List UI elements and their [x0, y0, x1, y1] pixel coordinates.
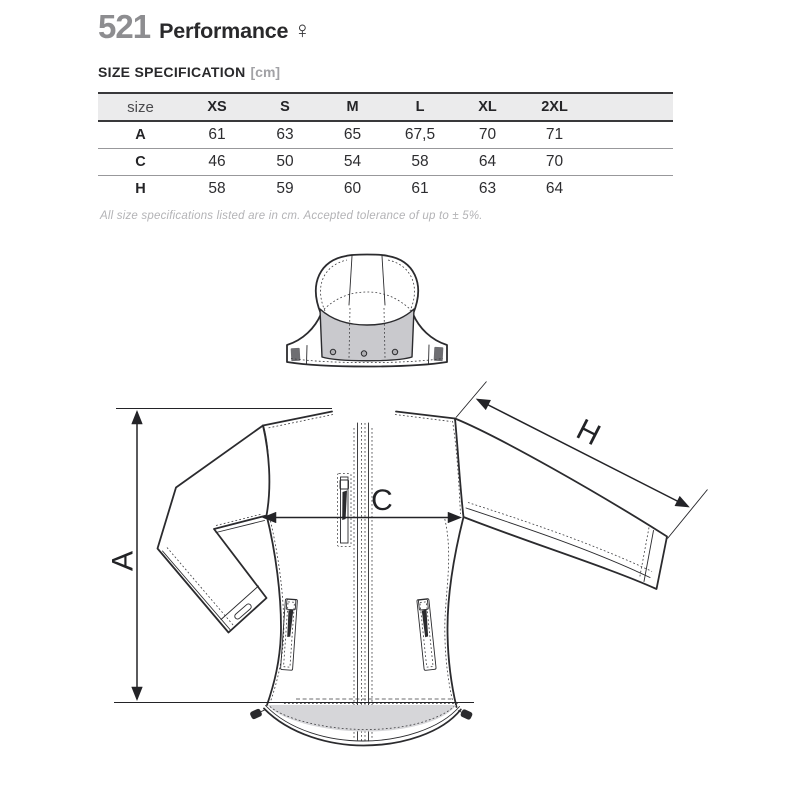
size-column-header: size: [127, 98, 154, 116]
front-zipper: [354, 423, 372, 741]
size-value-cell: 70: [478, 126, 497, 143]
row-label-C: C: [135, 154, 146, 170]
product-number: 521: [98, 8, 151, 45]
column-header-2XL: 2XL: [541, 99, 568, 115]
hood-drawing: [287, 255, 447, 367]
size-value-cell: 58: [411, 153, 429, 170]
size-value-cell: 63: [276, 126, 294, 143]
snap-button: [330, 349, 335, 354]
size-value-cell: 64: [545, 180, 564, 197]
left-sleeve: [158, 426, 270, 633]
snap-button: [361, 351, 366, 356]
female-gender-icon: ♀: [293, 17, 312, 44]
tolerance-note: All size specifications listed are in cm. Accepted tolerance of up to ± 5%.: [100, 209, 483, 222]
size-value-cell: 63: [478, 180, 497, 197]
product-name: Performance: [159, 19, 289, 43]
size-value-cell: 65: [343, 126, 362, 143]
row-label-H: H: [135, 181, 146, 197]
size-value-cell: 58: [208, 180, 226, 197]
size-value-cell: 70: [545, 153, 564, 170]
dimension-c: [264, 484, 460, 518]
dimension-label-a: A: [106, 550, 140, 572]
size-value-cell: 67,5: [404, 126, 436, 143]
unit-label: [cm]: [250, 64, 281, 80]
velcro-tab: [434, 347, 444, 361]
hem-shaded-panel: [268, 705, 456, 732]
right-hand-pocket: [417, 599, 436, 671]
column-header-XL: XL: [478, 99, 497, 115]
size-value-cell: 54: [343, 153, 362, 170]
dimension-a: [107, 409, 475, 703]
column-header-XS: XS: [207, 99, 227, 115]
dimension-label-c: C: [371, 484, 393, 517]
size-value-cell: 50: [276, 153, 294, 170]
size-value-cell: 46: [208, 153, 226, 170]
size-value-cell: 59: [276, 180, 294, 197]
right-sleeve: [455, 419, 667, 590]
column-header-M: M: [346, 99, 359, 115]
dimension-label-h: H: [571, 412, 606, 453]
chest-pocket: [338, 474, 352, 547]
size-value-cell: 61: [411, 180, 429, 197]
drawcord-toggle: [457, 707, 474, 720]
jacket-body: [249, 412, 473, 746]
column-header-S: S: [280, 99, 290, 115]
section-heading-text: SIZE SPECIFICATION: [98, 64, 246, 80]
hem: [249, 699, 473, 746]
size-value-cell: 64: [478, 153, 497, 170]
row-label-A: A: [135, 127, 146, 143]
size-value-cell: 60: [343, 180, 362, 197]
size-value-cell: 61: [208, 126, 226, 143]
column-header-L: L: [415, 99, 425, 115]
snap-button: [392, 349, 397, 354]
size-value-cell: 71: [545, 126, 564, 143]
